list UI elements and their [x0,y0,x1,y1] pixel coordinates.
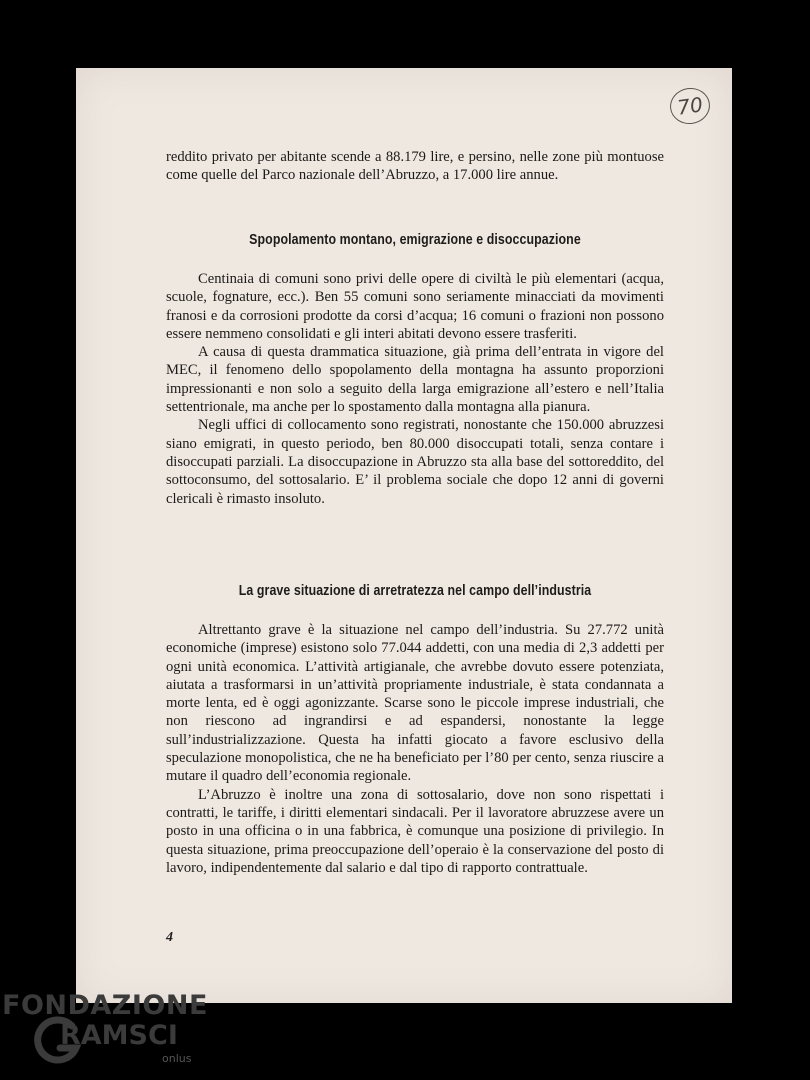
document-page [76,68,732,1003]
archive-number-stamp: 70 [668,85,713,126]
section1-heading: Spopolamento montano, emigrazione e disoccupazione [249,232,581,248]
section2-paragraph: Altrettanto grave è la situazione nel campo dell’industria. Su 27.772 unità economiche (imprese) esistono solo 77.044 addetti, con una media di 2,3 addetti per ogni unità economica. L’attività artigianale, che avrebbe dovuto essere potenziata, aiutata a trasformarsi in un’attività propriamente industriale, è stata condannata a morte lenta, ed è oggi agonizzante. Scarse sono le piccole imprese industriali, che non riescono ad ingrandirsi e ad espandersi, nonostante la legge sull’industrializzazione. Questa ha infatti giocato a favore esclusivo della speculazione monopolistica, che ne ha beneficiato per l’80 per cento, senza riuscire a mutare il quadro dell’economia regionale. [166,622,664,785]
intro-paragraph-block [166,148,664,185]
section1-body [166,270,664,508]
section2-heading: La grave situazione di arretratezza nel campo dell’industria [238,583,592,599]
intro-paragraph: reddito privato per abitante scende a 88.179 lire, e persino, nelle zone più montuose come quelle del Parco nazionale dell’Abruzzo, a 17.000 lire annue. [166,149,664,184]
section2-body [166,621,664,877]
section1-paragraph: Centinaia di comuni sono privi delle opere di civiltà le più elementari (acqua, scuole, fognature, ecc.). Ben 55 comuni sono seriamente minacciati da movimenti franosi e da corrosioni prodotte da corsi d’acqua; 16 comuni o frazioni non possono essere nemmeno consolidati e gli interi abitati devono essere trasferiti. [166,271,664,342]
page-number: 4 [166,930,173,945]
watermark-line1: FONDAZIONE [2,990,208,1021]
section2-paragraph: L’Abruzzo è inoltre una zona di sottosalario, dove non sono rispettati i contratti, le tariffe, i diritti elementari sindacali. Per il lavoratore abruzzese avere un posto in una officina o in una fabbrica, è comunque una posizione di privilegio. In questa situazione, prima preoccupazione dell’operaio è la conservazione del posto di lavoro, indipendentemente dal salario e dal tipo di rapporto contrattuale. [166,786,664,876]
watermark-onlus: onlus [162,1052,192,1065]
watermark-line2: RAMSCI [60,1020,178,1051]
section1-paragraph: Negli uffici di collocamento sono registrati, nonostante che 150.000 abruzzesi siano emigrati, in questo periodo, ben 80.000 disoccupati totali, senza contare i disoccupati parziali. La disoccupazione in Abruzzo sta alla base del sottoreddito, del sottoconsumo, del sottosalario. E’ il problema sociale che dopo 12 anni di governi clericali è rimasto insoluto. [166,417,664,507]
fondazione-gramsci-watermark [2,990,208,1080]
section1-paragraph: A causa di questa drammatica situazione, già prima dell’entrata in vigore del MEC, il fenomeno dello spopolamento della montagna ha assunto proporzioni impressionanti e non solo a seguito della larga emigrazione all’estero e nell’Italia settentrionale, ma anche per lo spostamento dalla montagna alla pianura. [166,344,664,416]
